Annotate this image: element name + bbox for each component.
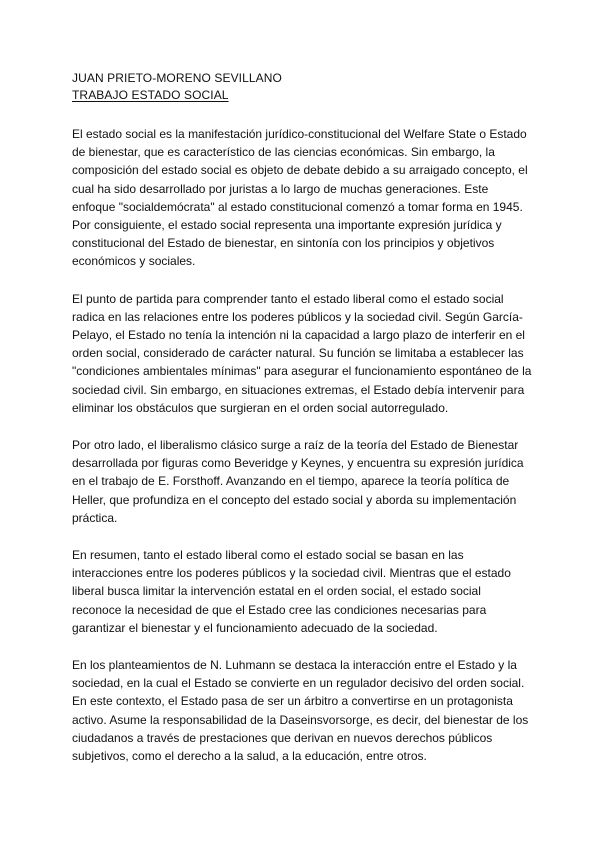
paragraph-4: En resumen, tanto el estado liberal como el estado social se basan en las interacciones entre los poderes públicos y la sociedad civil. Mientras que el estado liberal busca limitar la intervención estatal en el orden social, el estado social reconoce la necesidad de que el Estado cree las condiciones necesarias para garantizar el bienestar y el funcionamiento adecuado de la sociedad. [72,548,511,635]
paragraph-1: El estado social es la manifestación jurídico-constitucional del Welfare State o Estado de bienestar, que es característico de las ciencias económicas. Sin embargo, la composición del estado social es objeto de debate debido a su arraigado concepto, el cual ha sido desarrollado por juristas a lo largo de muchas generaciones. Este enfoque "socialdemócrata" al estado constitucional comenzó a tomar forma en 1945. Por consiguiente, el estado social representa una importante expresión jurídica y constitucional del Estado de bienestar, en sintonía con los principios y objetivos económicos y sociales. [72,127,528,269]
paragraph-3: Por otro lado, el liberalismo clásico surge a raíz de la teoría del Estado de Bienestar desarrollada por figuras como Beveridge y Keynes, y encuentra su expresión jurídica en el trabajo de E. Forsthoff. Avanzando en el tiempo, aparece la teoría política de Heller, que profundiza en el concepto del estado social y aborda su implementación práctica. [72,438,524,525]
paragraph-2: El punto de partida para comprender tanto el estado liberal como el estado social radica en las relaciones entre los poderes públicos y la sociedad civil. Según García-Pelayo, el Estado no tenía la intención ni la capacidad a largo plazo de interferir en el orden social, considerado de carácter natural. Su función se limitaba a establecer las "condiciones ambientales mínimas" para asegurar el funcionamiento espontáneo de la sociedad civil. Sin embargo, en situaciones extremas, el Estado debía intervenir para eliminar los obstáculos que surgieran en el orden social autorregulado. [72,291,532,415]
author-name: JUAN PRIETO-MORENO SEVILLANO [72,71,282,85]
document-body [72,70,532,784]
document-title: TRABAJO ESTADO SOCIAL [72,88,229,102]
paragraph-5: En los planteamientos de N. Luhmann se destaca la interacción entre el Estado y la sociedad, en la cual el Estado se convierte en un regulador decisivo del orden social. En este contexto, el Estado pasa de ser un árbitro a convertirse en un protagonista activo. Asume la responsabilidad de la Daseinsvorsorge, es decir, del bienestar de los ciudadanos a través de prestaciones que derivan en nuevos derechos públicos subjetivos, como el derecho a la salud, a la educación, entre otros. [72,658,529,764]
